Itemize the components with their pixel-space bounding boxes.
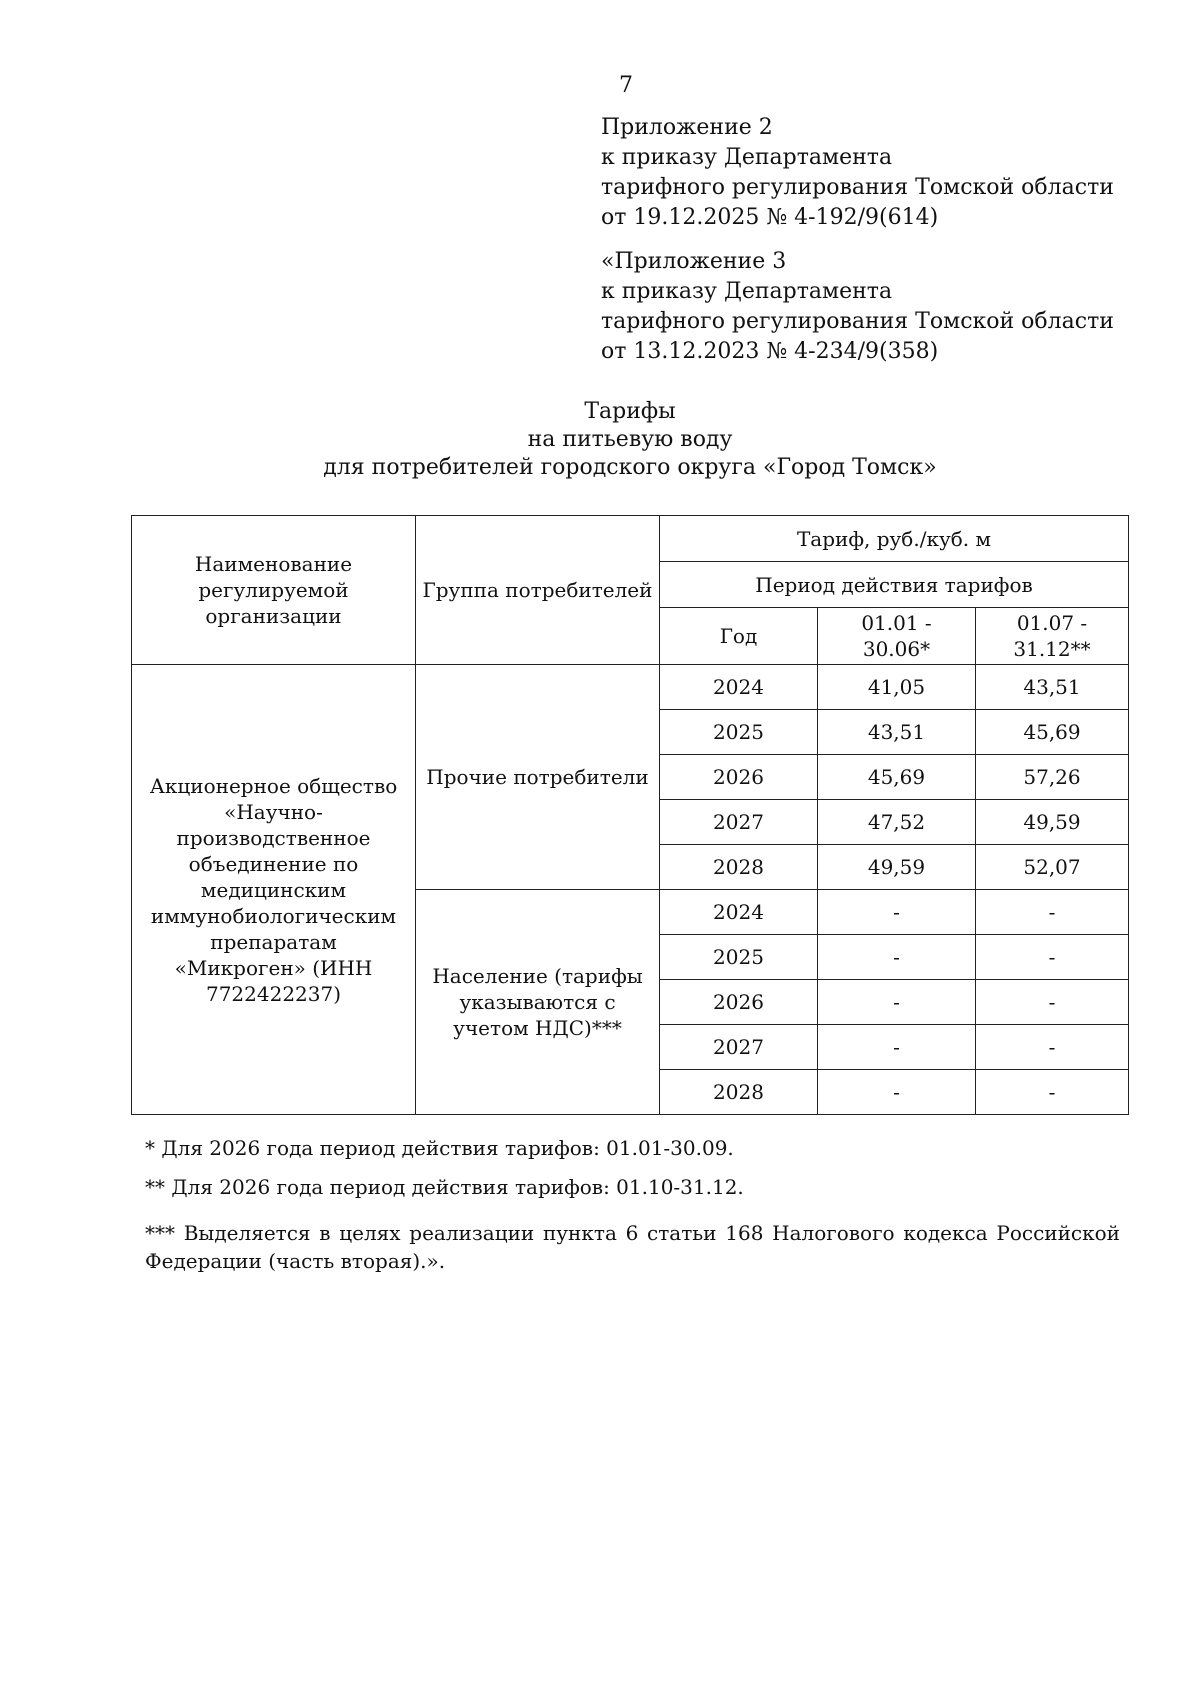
year-cell: 2026 (660, 755, 818, 800)
appendix-current-line: к приказу Департамента (601, 145, 893, 170)
year-cell: 2028 (660, 845, 818, 890)
table-row (132, 665, 1129, 710)
tariff-cell: - (818, 1070, 976, 1115)
appendix-previous-line: от 13.12.2023 № 4-234/9(358) (601, 339, 939, 364)
footnote-3: *** Выделяется в целях реализации пункта 6 статьи 168 Налогового кодекса Российской Федерации (часть вторая).». (145, 1221, 1120, 1273)
header-group: Группа потребителей (416, 516, 660, 665)
tariff-cell: - (976, 980, 1129, 1025)
tariff-cell: 47,52 (818, 800, 976, 845)
organization-name: Акционерное общество «Научно-производственное объединение по медицинским иммунобиологическим препаратам «Микроген» (ИНН 7722422237) (132, 665, 416, 1115)
appendix-current-line: Приложение 2 (601, 115, 773, 140)
tariff-cell: 52,07 (976, 845, 1129, 890)
appendix-previous-line: «Приложение 3 (601, 249, 787, 274)
tariff-cell: - (976, 1070, 1129, 1115)
appendix-previous-header (601, 247, 1114, 367)
tariff-cell: - (976, 890, 1129, 935)
header-half-1-line: 30.06* (862, 637, 931, 661)
header-half-2-line: 31.12** (1013, 637, 1091, 661)
tariff-cell: - (976, 935, 1129, 980)
page-number: 7 (619, 73, 633, 98)
tariff-cell: 45,69 (818, 755, 976, 800)
footnote-1: * Для 2026 года период действия тарифов: 01.01-30.09. (145, 1136, 734, 1160)
header-tariff: Тариф, руб./куб. м (660, 516, 1129, 562)
title-line-3: для потребителей городского округа «Город Томск» (323, 455, 937, 480)
appendix-current-header (601, 113, 1114, 233)
tariff-cell: 43,51 (976, 665, 1129, 710)
header-half-2-line: 01.07 - (1016, 611, 1088, 635)
tariff-cell: 49,59 (976, 800, 1129, 845)
group-name: Население (тарифы указываются с учетом НДС)*** (416, 890, 660, 1115)
header-half-1 (818, 608, 976, 665)
appendix-previous-line: к приказу Департамента (601, 279, 893, 304)
year-cell: 2025 (660, 935, 818, 980)
tariff-cell: 41,05 (818, 665, 976, 710)
tariff-cell: - (818, 1025, 976, 1070)
appendix-current-line: тарифного регулирования Томской области (601, 175, 1114, 200)
year-cell: 2024 (660, 890, 818, 935)
tariff-table (131, 515, 1129, 1115)
tariff-cell: - (818, 890, 976, 935)
title-line-1: Тарифы (584, 399, 676, 424)
header-period: Период действия тарифов (660, 562, 1129, 608)
document-title (0, 398, 1200, 482)
footnote-2: ** Для 2026 года период действия тарифов: 01.10-31.12. (145, 1175, 744, 1199)
header-org: Наименование регулируемой организации (132, 516, 416, 665)
header-row-1 (132, 516, 1129, 562)
title-line-2: на питьевую воду (527, 427, 733, 452)
tariff-cell: 57,26 (976, 755, 1129, 800)
tariff-cell: - (818, 935, 976, 980)
year-cell: 2027 (660, 1025, 818, 1070)
tariff-cell: 43,51 (818, 710, 976, 755)
year-cell: 2025 (660, 710, 818, 755)
tariff-cell: - (976, 1025, 1129, 1070)
header-half-2 (976, 608, 1129, 665)
year-cell: 2024 (660, 665, 818, 710)
header-half-1-line: 01.01 - (861, 611, 932, 635)
tariff-cell: 45,69 (976, 710, 1129, 755)
year-cell: 2028 (660, 1070, 818, 1115)
year-cell: 2027 (660, 800, 818, 845)
header-year: Год (660, 608, 818, 665)
tariff-cell: - (818, 980, 976, 1025)
appendix-previous-line: тарифного регулирования Томской области (601, 309, 1114, 334)
tariff-cell: 49,59 (818, 845, 976, 890)
year-cell: 2026 (660, 980, 818, 1025)
group-name: Прочие потребители (416, 665, 660, 890)
appendix-current-line: от 19.12.2025 № 4-192/9(614) (601, 205, 939, 230)
